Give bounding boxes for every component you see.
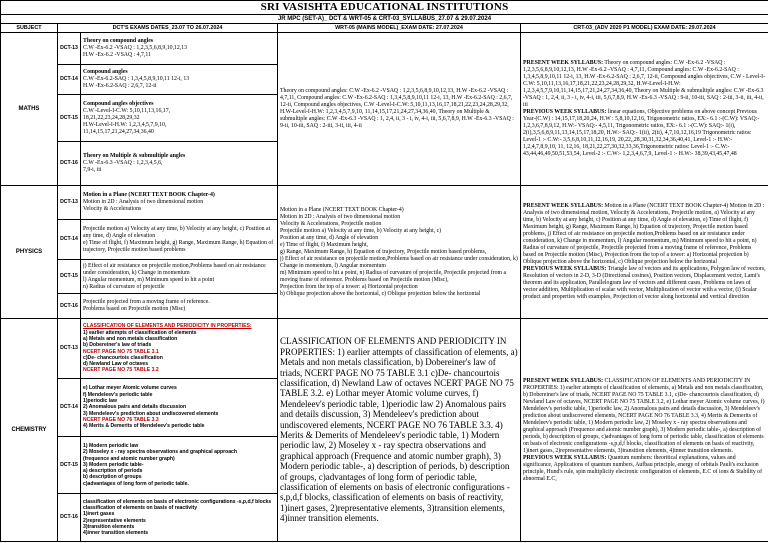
present-week-label: PRESENT WEEK SYLLABUS: <box>523 377 604 384</box>
dct-line: 3)transition elements <box>83 523 135 530</box>
dct-line: 1)periodic law <box>83 398 117 405</box>
dct-content <box>83 33 275 64</box>
dct-line: 18,21,22,23,24,28,29,32 <box>83 114 140 121</box>
dct-line: Theory on Multiple & submultiple angles <box>83 153 186 159</box>
dct-cell <box>81 33 278 65</box>
dct-cell <box>81 65 278 95</box>
wrt-cell <box>278 319 521 542</box>
wrt-line: b) Oblique projection above the horizontal, c) Oblique projection below the horizontal <box>280 290 481 297</box>
dct-label: DCT-13 <box>58 33 81 65</box>
dct-content <box>83 95 275 141</box>
dct-line: C.W -Ex-6.2-SAQ : 1,3,4,5,8,9,10,11 12-i, 13 <box>83 76 190 82</box>
dct-content <box>83 319 275 378</box>
column-header-crt: CRT-03_(ADV 2020 P1 MODEL) EXAM DATE: 29.07.2024 <box>521 24 768 33</box>
dct-line: Problems based on Projectile motion (Misc) <box>83 306 186 312</box>
dct-line: 3) Mendeleev's prediction about undiscovered elements <box>83 410 219 417</box>
dct-line: Projectile motion a) Velocity at any time, b) Velocity at any height, c) Position at any time, d) Angle of elevation <box>83 225 271 239</box>
dct-label: DCT-15 <box>58 437 81 494</box>
dct-content <box>83 142 275 185</box>
dct-line: 2) Anomalous pairs and details discussion <box>83 404 187 411</box>
dct-line: 4) Merits & Demerits of Mendeleev's periodic table <box>83 423 205 430</box>
dct-line: 11,14,15,17,21,24,27,34,36,40 <box>83 128 154 135</box>
dct-line: 1) earlier attempts of classification of elements <box>83 329 197 336</box>
dct-line: 7,9-i, iii <box>83 167 102 173</box>
dct-line: a) description of periods <box>83 468 143 475</box>
wrt-content <box>280 319 518 541</box>
dct-line: classification of elements on basis of electronic configurations -s,p,d,f blocks <box>83 498 272 505</box>
subject-name: MATHS <box>1 33 58 186</box>
dct-line: 2) Moseley x - ray spectra observations and graphical approach <box>83 449 237 456</box>
dct-cell <box>81 95 278 142</box>
dct-line: H.W -Ex-6.2 -VSAQ : 4,7,11 <box>83 52 151 58</box>
dct-line: H.W -Ex-6.2-SAQ : 2,6,7, 12-ii <box>83 83 157 89</box>
dct-cell <box>81 142 278 186</box>
dct-line: Velocity & Accelerations <box>83 206 142 212</box>
wrt-line: CLASSIFICATION OF ELEMENTS AND PERIODICITY IN PROPERTIES: 1) earlier attempts of classification of elements, a) Metals and non metals classification, b) Dobereiner's law of triads, NCERT PAGE NO 75 TABLE 3.1 c)De- chancourtois classification, d) Newland Law of octaves NCERT PAGE NO 75 TABLE 3.2. e) Lothar meyer Atomic volume curves, f) Mendeleev's periodic table, 1)periodic law 2) Anomalous pairs and details discussion, 3) Mendeleev's prediction about undiscovered elements, NCERT PAGE NO 76 TABLE 3.3. 4) Merits & Demerits of Mendeleev's periodic table, 1) Modern periodic law, 2) Moseley x - ray spectra observations and graphical approach (Frequence and atomic number graph), 3) Modern periodic table-, a) description of periods, b) description of groups, c)advantages of long form of periodic table, classification of elements on basis of electronic configurations -s,p,d,f blocks, classification of elements on basis of reactivity, 1)inert gases, 2)representative elements, 3)transition elements, 4)inner transition elements. <box>280 336 518 524</box>
dct-line: e) Lothar meyer Atomic volume curves <box>83 385 177 392</box>
wrt-line: e) Time of flight, f) Maximum height, <box>280 241 368 248</box>
dct-content <box>83 494 275 541</box>
dct-line: n) Radius of curvature of projectile <box>83 283 165 290</box>
dct-line: c)advantages of long form of periodic table. <box>83 480 189 487</box>
column-header-wrt: WRT-05 (MAINS MODEL)_EXAM DATE: 27.07.2024 <box>278 24 521 33</box>
dct-line: f) Mendeleev's periodic table <box>83 391 153 398</box>
wrt-line: m) Minimum speed to hit a point, n) Radius of curvature of projectile, Projectile projected from a moving frame of reference. Problems based on Projectile motion (Misc), <box>280 269 507 283</box>
present-week-label: PRESENT WEEK SYLLABUS: <box>523 203 604 209</box>
dct-line: 1)inert gases <box>83 511 115 518</box>
dct-line: b) description of groups <box>83 474 142 481</box>
dct-label: DCT-16 <box>58 142 81 186</box>
dct-line: Motion in a Plane (NCERT TEXT BOOK Chapter-4) <box>83 192 215 198</box>
wrt-line: j) Effect of air resistance on projectile motion,Problems based on air resistance under consideration, k) Change in momentum, l) Angular momentum <box>280 255 518 269</box>
dct-line: Compound angles <box>83 69 128 75</box>
subject-name: PHYSICS <box>1 186 58 319</box>
dct-line: d) Newland Law of octaves <box>83 361 149 368</box>
wrt-line: Projection from the top of a tower: a) Horizontal projection <box>280 283 418 290</box>
wrt-line: Projectile motion a) Velocity at any time, b) Velocity at any height, c) <box>280 227 442 234</box>
wrt-cell <box>278 33 521 186</box>
dct-line: (frequence and atomic number graph) <box>83 455 175 462</box>
previous-week-text: Triangle law of vectors and its applications, Polygon law of vectors, Resolution of vectors in 2-D, 3-D (Directional cosines), Position vectors, Displacement vector, Lami's theorem and its application, Parallelogram law of vectors and different cases, Problems on laws of vector addition, Multiplication of scalar with vector, Multiplication of vector with a vector, (i) Scalar product and properties with examples, Projection of vector along horizontal and vertical direction <box>523 266 766 300</box>
dct-content <box>83 65 275 94</box>
dct-cell <box>81 379 278 437</box>
crt-content <box>523 319 766 541</box>
dct-line: l) Angular momentum, m) Minimum speed to hit a point <box>83 276 215 283</box>
dct-cell <box>81 220 278 260</box>
dct-line: j) Effect of air resistance on projectile motion,Problems based on air resistance under consideration, k) Change in momentum <box>83 262 266 276</box>
subject-name: CHEMISTRY <box>1 319 58 542</box>
wrt-content <box>280 186 518 318</box>
dct-line: a) Metals and non metals classification <box>83 335 178 342</box>
dct-content <box>83 294 275 318</box>
dct-line: 3) Modern periodic table- <box>83 461 144 468</box>
previous-week-label: PREVIOUS WEEK SYLLABUS: <box>523 109 607 115</box>
present-week-label: PRESENT WEEK SYLLABUS: <box>523 60 604 66</box>
dct-label: DCT-16 <box>58 294 81 319</box>
previous-week <box>523 266 766 301</box>
dct-line: C.W -Ex-6.3 -VSAQ : 1,2,3,4,5,6, <box>83 160 163 166</box>
dct-line: Motion in 2D : Analysis of two dimensional motion <box>83 199 204 205</box>
dct-cell <box>81 494 278 542</box>
dct-label: DCT-16 <box>58 494 81 542</box>
present-week-text: CLASSIFICATION OF ELEMENTS AND PERIODICITY IN PROPERTIES: 1) earlier attempts of classification of elements, a) Metals and non metals classification, b) Dobereiner's law of triads, NCERT PAGE NO 75 TABLE 3.1, c)De- chancourtois classification, d) Newland Law of octaves, NCERT PAGE NO 75 TABLE 3.2, e) Lothar meyer Atomic volume curves, f) Mendeleev's periodic table, 1)periodic law, 2) Anomalous pairs and details discussion, 3) Mendeleev's prediction about undiscovered elements, NCERT PAGE NO 76 TABLE 3.3, 4) Merits & Demerits of Mendeleev's periodic table, 1) Modern periodic law, 2) Moseley x - ray spectra observations and graphical approach (Frequence and atomic number graph), 3) Modern periodic table-, a) description of periods, b) description of groups, c)advantages of long form of periodic table, classification of elements on basis of electronic configurations -s,p,d,f blocks, classification of elements on basis of reactivity, 1)inert gases, 2)representative elements, 3)transition elements, 4)inner transition elements. <box>523 377 765 454</box>
dct-cell <box>81 319 278 379</box>
syllabus-subtitle: JR MPC (SET-A)_ DCT & WRT-05 & CRT-03_SYLLABUS_27.07 & 29.07.2024 <box>1 15 768 24</box>
present-week <box>523 378 766 455</box>
dct-label: DCT-14 <box>58 220 81 260</box>
dct-cell <box>81 186 278 220</box>
dct-line: Projectile projected from a moving frame of reference. <box>83 299 210 305</box>
dct-cell <box>81 437 278 494</box>
column-header-dct: DCT'S EXAMS DATES_23.07 TO 26.07.2024 <box>58 24 278 33</box>
dct-line: e) Time of flight, f) Maximum height, g) Range, Maximum Range, h) Equation of trajectory, Projectile motion based problems <box>83 239 274 253</box>
dct-line: C.W -Ex-6.2 -VSAQ : 1,2,3,5,6,8,9,10,12,13 <box>83 45 188 51</box>
syllabus-row <box>1 319 768 379</box>
dct-line: Theory on compound angles <box>83 38 154 44</box>
dct-line: 2)representative elements <box>83 517 146 524</box>
dct-label: DCT-14 <box>58 379 81 437</box>
dct-line: NCERT PAGE NO 75 TABLE 3.2 <box>83 367 159 374</box>
dct-label: DCT-15 <box>58 95 81 142</box>
previous-week-text: linear equations, Objective problems on above concept Previous Year-(C.W) : 14,15,17,18,20,24, H.W : 5,8,10,12,16, Trigonometric ratios, EX:- 6.1 :-(C.W): VSAQ:- 1,2,3,6,7,8,9,12, H.W:- VSAQ:- 4,5,11, Trigonometric ratios, EX:- 6.1 :-(C.W): SAQ:- 1(i), 2(i),3,5,6,8,9,11,13,14,15,17,18,20, H.W:- SAQ:- 1(ii), 2(ii), 4,7,10,12,16,19 Trigonometric ratios: Level-1 :- C.W:- 3,5,6,8,10,11,12,16,19, 20,22,,28,30,31,32,34,36,40,41, Level-1 :- H.W:- 1,2,4,7,8,9,10, 11, 12,16, 18,21,22,27,30,32,33,36,Trigonometric ratios: Level-1 :- C.W:- 43,44,46,49,50,51,53,54, Level-2 :- C.W:- 1,2,3,4,6,7,9, Level-1 :- H.W:- 38,39,43,45,47,48 <box>523 109 760 157</box>
dct-cell <box>81 294 278 319</box>
dct-content <box>83 379 275 436</box>
column-header-subject: SUBJECT <box>1 24 58 33</box>
dct-line: classification of elements on basis of reactivity <box>83 504 198 511</box>
syllabus-row <box>1 186 768 220</box>
dct-label: DCT-15 <box>58 260 81 294</box>
dct-line: CLASSIFICATION OF ELEMENTS AND PERIODICITY IN PROPERTIES: <box>83 323 252 330</box>
dct-content <box>83 186 275 219</box>
dct-line: NCERT PAGE NO 75 TABLE 3.1 <box>83 348 159 355</box>
dct-line: H.W-Level-I-H.W: 1,2,3,4,5,7,9,10, <box>83 121 167 128</box>
wrt-line: Velocity & Accelerations, Projectile motion <box>280 220 382 227</box>
syllabus-row <box>1 33 768 65</box>
institution-title: SRI VASISHTA EDUCATIONAL INSTITUTIONS <box>1 1 768 15</box>
dct-content <box>83 220 275 259</box>
previous-week-label: PREVIOUS WEEK SYLLABUS: <box>523 454 607 461</box>
previous-week <box>523 455 766 483</box>
crt-content <box>523 186 766 318</box>
previous-week-label: PREVIOUS WEEK SYLLABUS: <box>523 266 607 272</box>
crt-content <box>523 33 766 185</box>
crt-cell <box>521 186 768 319</box>
present-week-text: Theory on compound angles: C.W -Ex-6.2 -VSAQ : 1,2,3,5,6,8,9,10,12,13, H.W -Ex-6.2 -VSAQ : 4,7,11, Compound angles: C.W -Ex-6.2-SAQ : 1,3,4,5,8,9,10,11 12-i, 13, H.W -Ex-6.2-SAQ : 2,6,7, 12-ii, Compound angles objectives, C.W - Level-I-C.W: 5,10,11,13,16,17,18,21,22,23,24,28,29,32, H.W-Level-I-H.W: 1,2,3,4,5,7,9,10,11,14,15,17,21,24,27,34,36,40, Theory on Multiple & submultiple angles: C.W -Ex-6.3 -VSAQ : 1, 2,4, ii, 3 - i, iv, 4-i, iii, 5,6,7,8,9, H.W -Ex-6.3 -VSAQ : 9-ii, 10-iii, SAQ : 2-iii, 3-ii, iii, 4-ii, iii <box>523 60 766 108</box>
dct-line: 1) Modern periodic law <box>83 442 139 449</box>
dct-cell <box>81 260 278 294</box>
wrt-line: Position at any time, d) Angle of elevation <box>280 234 379 241</box>
dct-line: c)De- chancourtois classification <box>83 354 163 361</box>
dct-line: 4)inner transition elements <box>83 530 149 537</box>
dct-label: DCT-13 <box>58 186 81 220</box>
wrt-cell <box>278 186 521 319</box>
previous-week-text: Quantum numbers: theoritical explanations, values and significance, Applications of quantum numbers, Aufbau principle, energy of orbitals Pauli's exclusion principle, Hund's rule, spin multiplicity electronic configuration of elements, E.C of ions & Stability of abnormal E.C, <box>523 454 762 482</box>
dct-label: DCT-13 <box>58 319 81 379</box>
dct-line: C.W -Level-I-C.W: 5,10,11,13,16,17, <box>83 107 171 114</box>
dct-line: NCERT PAGE NO 76 TABLE 3.3 <box>83 416 159 423</box>
wrt-line: g) Range, Maximum Range, h) Equation of trajectory, Projectile motion based problems, <box>280 248 487 255</box>
wrt-content <box>280 33 518 185</box>
dct-content <box>83 260 275 293</box>
dct-line: b) Dobereiner's law of triads <box>83 342 152 349</box>
present-week <box>523 60 766 109</box>
syllabus-body <box>1 33 768 542</box>
wrt-line: Motion in a Plane (NCERT TEXT BOOK Chapter-4) <box>280 206 404 213</box>
dct-line: Compound angles objectives <box>83 100 154 107</box>
dct-label: DCT-14 <box>58 65 81 95</box>
present-week-text: Motion in a Plane (NCERT TEXT BOOK Chapter-4) Motion in 2D : Analysis of two dimensional motion, Velocity & Accelerations, Projectile motion, a) Velocity at any time, b) Velocity at any height, c) Position at any time, d) Angle of elevation, e) Time of flight, f) Maximum height, g) Range, Maximum Range, h) Equation of trajectory, Projectile motion based problems, j) Effect of air resistance on projectile motion,Problems based on air resistance under consideration, k) Change in momentum, l) Angular momentum, m) Minimum speed to hit a point, n) Radius of curvature of projectile, Projectile projected from a moving frame of reference, Problems based on Projectile motion (Misc), Projection from the top of a tower: a) Horizontal projection b) Oblique projection above the horizontal, c) Oblique projection below the horizontal <box>523 203 765 265</box>
crt-cell <box>521 319 768 542</box>
present-week <box>523 203 766 266</box>
crt-cell <box>521 33 768 186</box>
wrt-line: Theory on compound angles: C.W -Ex-6.2 -VSAQ : 1,2,3,5,6,8,9,10,12,13, H.W -Ex-6.2 -VSAQ : 4,7,11, Compound angles: C.W -Ex-6.2-SAQ : 1,3,4,5,8,9,10,11 12-i, 13, H.W -Ex-6.2-SAQ : 2,6,7, 12-ii, Compound angles objectives, C.W -Level-I-C.W: 5,10,11,13,16,17,18,21,22,23,24,28,29,32, H.W-Level-I-H.W: 1,2,3,4,5,7,9,10, 11,14,15,17,21,24,27,34,36,40, Theory on Multiple & submultiple angles: C.W -Ex-6.3 -VSAQ : 1, 2,4, ii, 3 - i, iv, 4-i, iii, 5,6,7,8,9, H.W -Ex-6.3 -VSAQ : 9-ii, 10-iii, SAQ : 2-iii, 3-ii, iii, 4-ii <box>280 88 514 129</box>
previous-week <box>523 109 766 158</box>
dct-content <box>83 437 275 493</box>
wrt-line: Motion in 2D : Analysis of two dimensional motion <box>280 213 401 220</box>
